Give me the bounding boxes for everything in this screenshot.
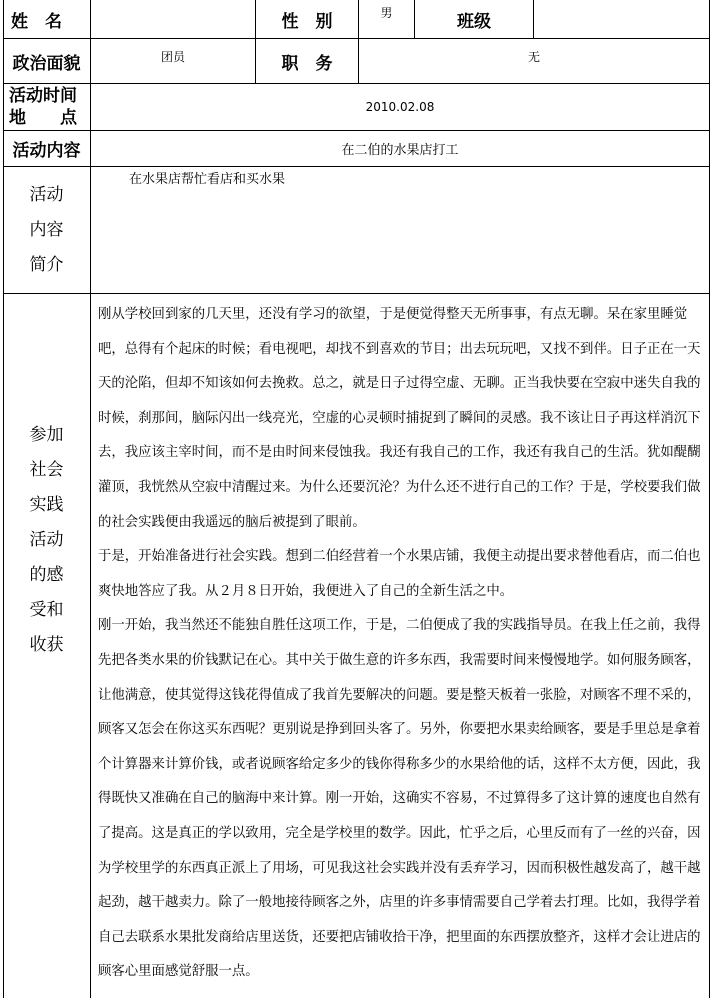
intro-value: 在水果店帮忙看店和买水果 bbox=[129, 172, 286, 187]
politics-value: 团员 bbox=[160, 50, 185, 64]
politics-label bbox=[3, 39, 90, 83]
gender-field[interactable] bbox=[359, 0, 414, 38]
intro-label-line: 内容 bbox=[29, 219, 64, 240]
reflection-label-line: 参加 bbox=[29, 424, 64, 445]
time-place-field[interactable] bbox=[91, 84, 709, 130]
reflection-label-line: 的感 bbox=[29, 564, 64, 585]
reflection-label-line: 社会 bbox=[29, 459, 64, 480]
reflection-label-line: 受和 bbox=[29, 599, 64, 620]
class-field[interactable] bbox=[534, 0, 709, 38]
politics-field[interactable] bbox=[91, 39, 255, 83]
content-label bbox=[3, 131, 90, 166]
intro-label bbox=[3, 167, 90, 293]
reflection-paragraph: 于是，开始准备进行社会实践。想到二伯经营着一个水果店铺，我便主动提出要求替他看店，而二伯也爽快地答应了我。从２月８日开始，我便进入了自己的全新生活之中。 bbox=[98, 549, 701, 599]
intro-field[interactable] bbox=[91, 167, 709, 293]
position-label bbox=[256, 39, 358, 83]
position-value: 无 bbox=[527, 50, 540, 64]
activity-form bbox=[3, 0, 710, 998]
politics-label-text: 政治面貌 bbox=[12, 53, 81, 74]
position-field[interactable] bbox=[359, 39, 709, 83]
reflection-paragraph: 刚从学校回到家的几天里，还没有学习的欲望，于是便觉得整天无所事事，有点无聊。呆在家里睡觉吧，总得有个起床的时候；看电视吧，却找不到喜欢的节目；出去玩玩吧，又找不到伴。日子正在一天天的沦陷，但却不知该如何去挽救。总之，就是日子过得空虚、无聊。正当我快要在空寂中迷失自我的时候，刹那间，脑际闪出一线亮光，空虚的心灵顿时捕捉到了瞬间的灵感。我不该让日子再这样消沉下去，我应该主宰时间，而不是由时间来侵蚀我。我还有我自己的工作，我还有我自己的生活。犹如醍醐灌顶，我恍然从空寂中清醒过来。为什么还要沉沦？为什么还不进行自己的工作？于是，学校要我们做的社会实践便由我遥远的脑后被提到了眼前。 bbox=[98, 307, 701, 530]
content-label-text: 活动内容 bbox=[12, 141, 81, 161]
gender-label bbox=[256, 0, 358, 38]
reflection-label-line: 活动 bbox=[29, 529, 64, 550]
time-place-label bbox=[3, 84, 90, 130]
intro-label-line: 简介 bbox=[29, 254, 64, 275]
position-label-text: 职 务 bbox=[281, 53, 333, 74]
reflection-paragraph: 刚一开始，我当然还不能独自胜任这项工作，于是，二伯便成了我的实践指导员。在我上任之前，我得先把各类水果的价钱默记在心。其中关于做生意的许多东西，我需要时间来慢慢地学。如何服务顾客，让他满意，使其觉得这钱花得值成了我首先要解决的问题。要是整天板着一张脸，对顾客不理不采的，顾客又怎会在你这买东西呢？更别说是挣到回头客了。另外，你要把水果卖给顾客，要是手里总是拿着个计算器来计算价钱，或者说顾客给定多少的钱你得称多少的水果给他的话，这样不太方便，因此，我得既快又准确在自己的脑海中来计算。刚一开始，这确实不容易，不过算得多了这计算的速度也自然有了提高。这是真正的学以致用，完全是学校里的数学。因此，忙乎之后，心里反而有了一丝的兴奋，因为学校里学的东西真正派上了用场，可见我这社会实践并没有丢弃学习，因而积极性越发高了，越干越起劲，越干越卖力。除了一般地接待顾客之外，店里的许多事情需要自己学着去打理。比如，我得学着自己去联系水果批发商给店里送货，还要把店铺收拾干净，把里面的东西摆放整齐，这样才会让进店的顾客心里面感觉舒服一点。 bbox=[98, 618, 701, 980]
reflection-label bbox=[3, 294, 90, 998]
intro-label-line: 活动 bbox=[29, 184, 64, 205]
class-label bbox=[415, 0, 533, 38]
class-label-text: 班级 bbox=[457, 11, 491, 32]
name-label bbox=[3, 0, 90, 38]
gender-label-text: 性 别 bbox=[281, 11, 333, 32]
name-label-text: 姓 名 bbox=[11, 11, 62, 32]
reflection-label-line: 收获 bbox=[29, 634, 64, 655]
content-value: 在二伯的水果店打工 bbox=[341, 143, 459, 158]
name-field[interactable] bbox=[91, 0, 255, 38]
gender-value: 男 bbox=[380, 6, 393, 20]
reflection-text[interactable] bbox=[98, 298, 707, 990]
place-label-text: 地 点 bbox=[9, 108, 77, 128]
time-label-text: 活动时间 bbox=[9, 86, 77, 106]
content-field[interactable] bbox=[91, 131, 709, 166]
time-place-value: 2010.02.08 bbox=[365, 100, 435, 114]
reflection-label-line: 实践 bbox=[29, 494, 64, 515]
